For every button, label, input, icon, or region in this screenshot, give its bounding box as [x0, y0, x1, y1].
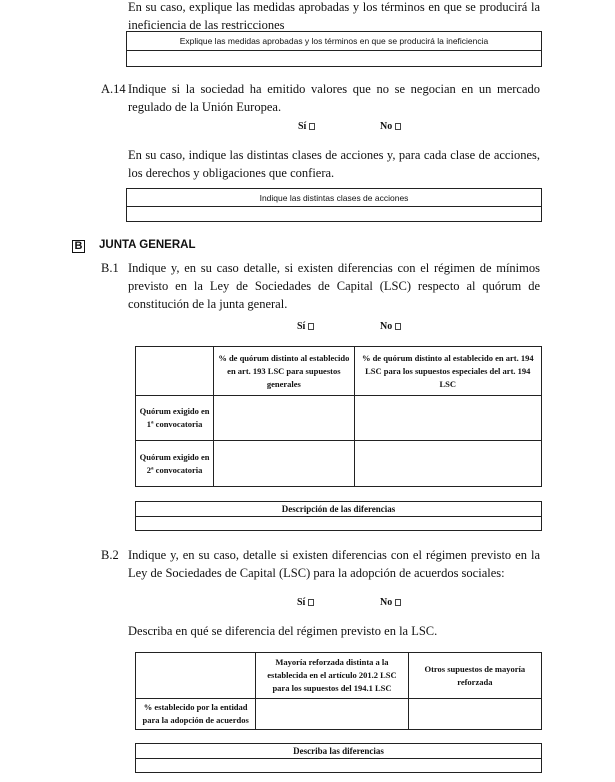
b2-table-row-label-1: % establecido por la entidad para la adopción de acuerdos [136, 699, 256, 730]
b1-no-checkbox[interactable] [395, 323, 401, 330]
b1-table-cell-1-2[interactable] [354, 396, 541, 441]
b1-no-option[interactable] [380, 321, 401, 332]
b2-box-field[interactable] [136, 759, 541, 772]
b2-yes-label: Sí [297, 597, 306, 608]
intro-response-box [126, 31, 542, 67]
a14-yes-label: Sí [298, 121, 307, 132]
b1-table-cell-2-2[interactable] [354, 441, 541, 487]
b2-table-header-1: Mayoría reforzada distinta a la establecida en el artículo 201.2 LSC para los supuestos del 194.1 LSC [256, 653, 408, 699]
section-b-title: JUNTA GENERAL [99, 239, 196, 251]
b2-description-box [135, 743, 542, 773]
a14-paragraph: En su caso, indique las distintas clases de acciones y, para cada clase de acciones, los derechos y obligaciones que confiera. [128, 148, 540, 180]
b2-no-option[interactable] [380, 597, 401, 608]
b1-box-field[interactable] [136, 517, 541, 530]
b1-table-corner [136, 347, 214, 396]
a14-number: A.14 [101, 82, 126, 96]
b2-paragraph: Describa en qué se diferencia del régimen previsto en la LSC. [128, 624, 438, 638]
a14-box-field[interactable] [127, 207, 541, 221]
a14-box-header: Indique las distintas clases de acciones [127, 189, 541, 207]
b2-box-header: Describa las diferencias [136, 744, 541, 759]
section-b-badge: B [72, 240, 85, 253]
intro-box-field[interactable] [127, 51, 541, 66]
a14-no-option[interactable] [380, 121, 401, 132]
a14-yes-option[interactable] [298, 121, 315, 132]
b1-table-cell-2-1[interactable] [214, 441, 354, 487]
b1-table-row-label-2: Quórum exigido en 2ª convocatoria [136, 441, 214, 487]
b2-majority-table [135, 652, 542, 730]
intro-box-header: Explique las medidas aprobadas y los términos en que se producirá la ineficiencia [127, 32, 541, 51]
a14-no-label: No [380, 121, 393, 132]
b2-table-corner [136, 653, 256, 699]
a14-question: Indique si la sociedad ha emitido valores que no se negocian en un mercado regulado de la Unión Europea. [128, 82, 540, 114]
b1-quorum-table [135, 346, 542, 487]
b2-no-checkbox[interactable] [395, 599, 401, 606]
b1-table-row-label-1: Quórum exigido en 1ª convocatoria [136, 396, 214, 441]
b1-description-box [135, 501, 542, 531]
b2-table-header-2: Otros supuestos de mayoría reforzada [408, 653, 541, 699]
b1-box-header: Descripción de las diferencias [136, 502, 541, 517]
b1-number: B.1 [101, 261, 119, 275]
a14-no-checkbox[interactable] [395, 123, 401, 130]
b2-table-cell-1-1[interactable] [256, 699, 408, 730]
a14-response-box [126, 188, 542, 222]
intro-paragraph: En su caso, explique las medidas aprobadas y los términos en que se producirá la ineficiencia de las restricciones [128, 0, 540, 32]
b1-no-label: No [380, 321, 393, 332]
b1-yes-option[interactable] [297, 321, 314, 332]
b2-yes-option[interactable] [297, 597, 314, 608]
b2-no-label: No [380, 597, 393, 608]
b1-table-cell-1-1[interactable] [214, 396, 354, 441]
b1-yes-checkbox[interactable] [308, 323, 314, 330]
b1-table-header-2: % de quórum distinto al establecido en art. 194 LSC para los supuestos especiales del art. 194 LSC [354, 347, 541, 396]
b2-question: Indique y, en su caso, detalle si existen diferencias con el régimen previsto en la Ley de Sociedades de Capital (LSC) para la adopción de acuerdos sociales: [128, 548, 540, 580]
b2-table-cell-1-2[interactable] [408, 699, 541, 730]
b2-number: B.2 [101, 548, 119, 562]
b1-yes-label: Sí [297, 321, 306, 332]
b2-yes-checkbox[interactable] [308, 599, 314, 606]
a14-yes-checkbox[interactable] [309, 123, 315, 130]
b1-question: Indique y, en su caso detalle, si existen diferencias con el régimen de mínimos previsto en la Ley de Sociedades de Capital (LSC) respecto al quórum de constitución de la junta general. [128, 261, 540, 311]
b1-table-header-1: % de quórum distinto al establecido en art. 193 LSC para supuestos generales [214, 347, 354, 396]
